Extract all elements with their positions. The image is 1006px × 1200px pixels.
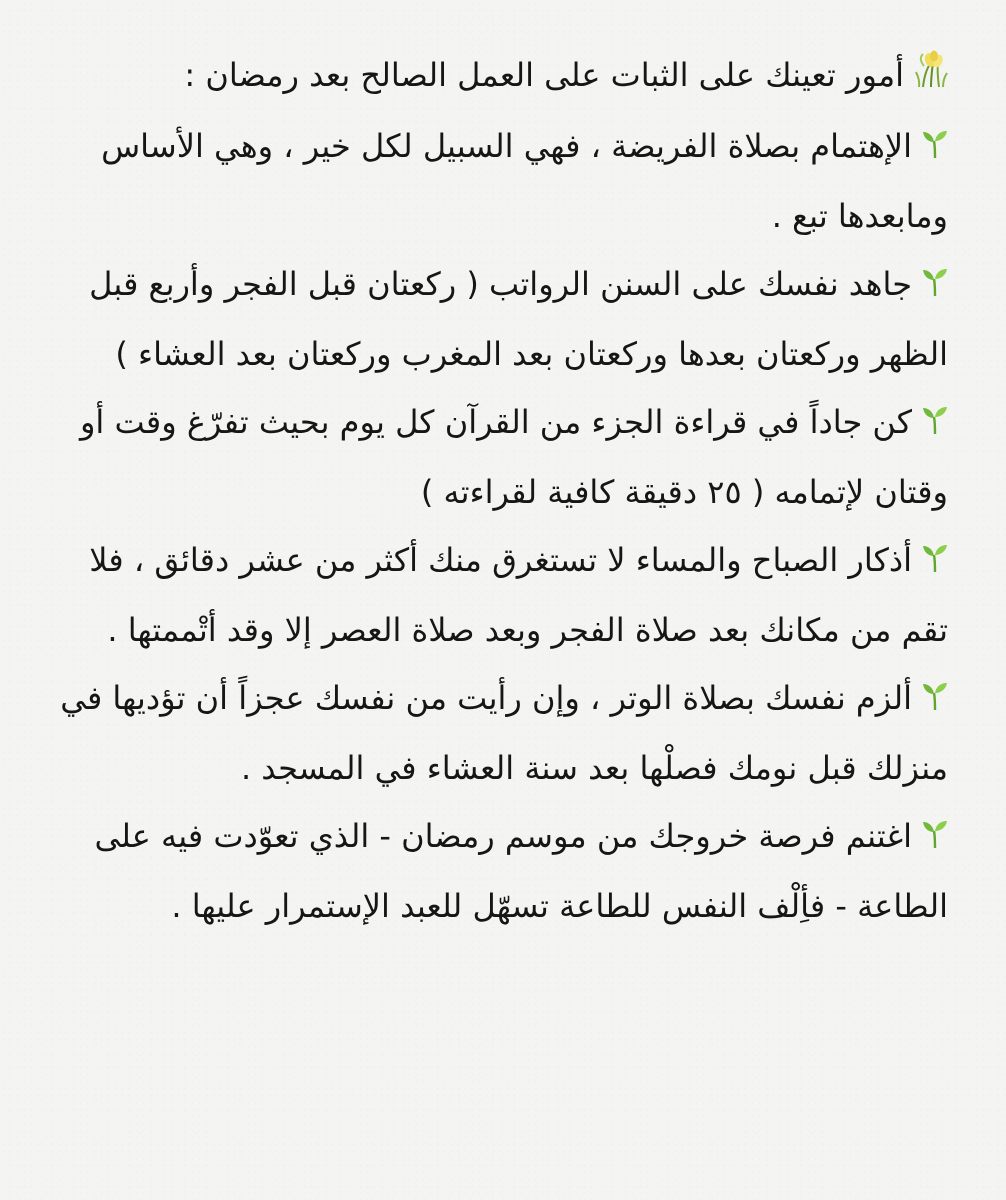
seedling-icon bbox=[922, 528, 948, 596]
seedling-icon bbox=[922, 390, 948, 458]
bullet-item bbox=[58, 112, 948, 250]
seedling-icon bbox=[922, 666, 948, 734]
bullet-text: جاهد نفسك على السنن الرواتب ( ركعتان قبل الفجر وأربع قبل الظهر وركعتان بعدها وركعتان بعد المغرب وركعتان بعد العشاء ) bbox=[89, 265, 948, 373]
bullet-item bbox=[58, 388, 948, 526]
note-title bbox=[58, 40, 948, 112]
bullet-text: كن جاداً في قراءة الجزء من القرآن كل يوم بحيث تفرّغ وقت أو وقتان لإتمامه ( ٢٥ دقيقة كافية لقراءته ) bbox=[79, 403, 948, 511]
bullet-text: اغتنم فرصة خروجك من موسم رمضان - الذي تعوّدت فيه على الطاعة - فأِلْف النفس للطاعة تسهّل للعبد الإستمرار عليها . bbox=[94, 817, 948, 925]
bullet-item bbox=[58, 664, 948, 802]
bullet-item bbox=[58, 802, 948, 940]
seedling-icon bbox=[922, 252, 948, 320]
bullet-text: الإهتمام بصلاة الفريضة ، فهي السبيل لكل خير ، وهي الأساس ومابعدها تبع . bbox=[101, 127, 948, 235]
seedling-icon bbox=[922, 804, 948, 872]
bullet-text: ألزم نفسك بصلاة الوتر ، وإن رأيت من نفسك عجزاً أن تؤديها في منزلك قبل نومك فصلْها بعد سنة العشاء في المسجد . bbox=[60, 679, 948, 787]
bullet-item bbox=[58, 526, 948, 664]
bullet-item bbox=[58, 250, 948, 388]
seedling-icon bbox=[922, 114, 948, 182]
flower-bouquet-icon bbox=[914, 42, 948, 112]
note-title-text: أمور تعينك على الثبات على العمل الصالح بعد رمضان : bbox=[184, 56, 904, 94]
bullet-text: أذكار الصباح والمساء لا تستغرق منك أكثر من عشر دقائق ، فلا تقم من مكانك بعد صلاة الفجر وبعد صلاة العصر إلا وقد أتْممتها . bbox=[89, 541, 948, 649]
